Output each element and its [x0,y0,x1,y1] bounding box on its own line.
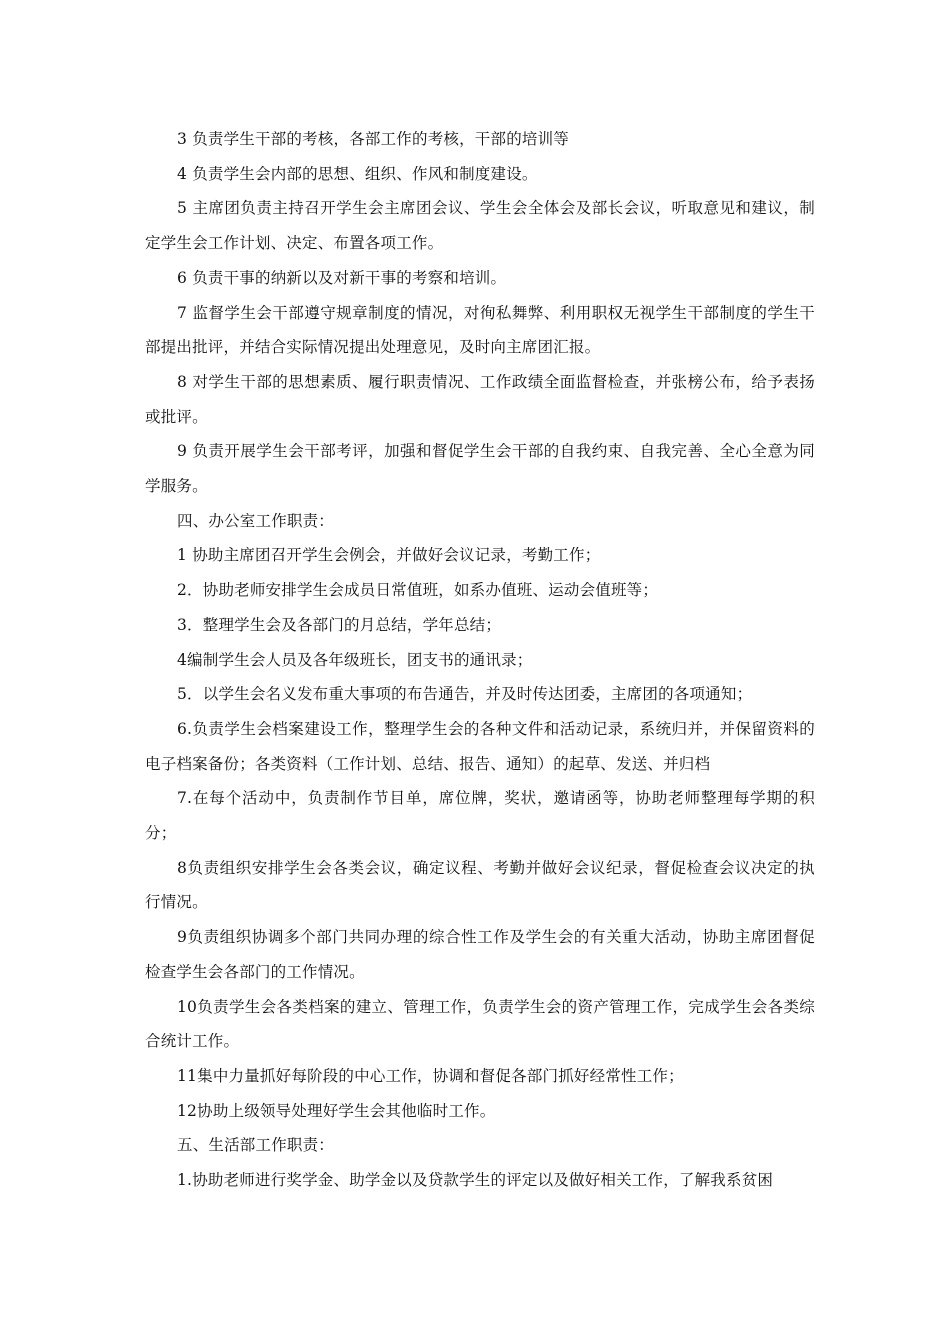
paragraph: 5．以学生会名义发布重大事项的布告通告，并及时传达团委，主席团的各项通知； [177,685,753,704]
paragraph: 7.在每个活动中，负责制作节目单，席位牌，奖状，邀请函等，协助老师整理每学期的积分； [145,789,815,843]
paragraph: 4 负责学生会内部的思想、组织、作风和制度建设。 [177,164,538,183]
paragraph: 2．协助老师安排学生会成员日常值班，如系办值班、运动会值班等； [177,581,659,600]
paragraph: 1 协助主席团召开学生会例会，并做好会议记录，考勤工作； [177,546,601,565]
paragraph: 4编制学生会人员及各年级班长，团支书的通讯录； [177,650,533,669]
paragraph: 11集中力量抓好每阶段的中心工作，协调和督促各部门抓好经常性工作； [177,1066,684,1085]
paragraph: 10负责学生会各类档案的建立、管理工作，负责学生会的资产管理工作，完成学生会各类综合统计工作。 [145,997,815,1051]
paragraph: 8 对学生干部的思想素质、履行职责情况、工作政绩全面监督检查，并张榜公布，给予表扬或批评。 [145,372,815,426]
paragraph: 12协助上级领导处理好学生会其他临时工作。 [177,1101,496,1120]
paragraph: 5 主席团负责主持召开学生会主席团会议、学生会全体会及部长会议，听取意见和建议，制定学生会工作计划、决定、布置各项工作。 [145,199,815,253]
paragraph: 8负责组织安排学生会各类会议，确定议程、考勤并做好会议纪录，督促检查会议决定的执行情况。 [145,858,815,912]
paragraph: 6 负责干事的纳新以及对新干事的考察和培训。 [177,268,507,287]
paragraph: 9 负责开展学生会干部考评，加强和督促学生会干部的自我约束、自我完善、全心全意为同学服务。 [145,442,815,496]
paragraph: 3．整理学生会及各部门的月总结，学年总结； [177,615,502,634]
paragraph: 3 负责学生干部的考核，各部工作的考核，干部的培训等 [177,130,569,148]
paragraph: 6.负责学生会档案建设工作，整理学生会的各种文件和活动记录，系统归并，并保留资料的电子档案备份；各类资料（工作计划、总结、报告、通知）的起草、发送、并归档 [145,719,815,773]
document-body [145,122,815,1198]
paragraph: 9负责组织协调多个部门共同办理的综合性工作及学生会的有关重大活动，协助主席团督促检查学生会各部门的工作情况。 [145,928,815,981]
paragraph: 1.协助老师进行奖学金、助学金以及贷款学生的评定以及做好相关工作，了解我系贫困 [177,1171,774,1190]
section-heading: 五、生活部工作职责： [177,1136,335,1155]
section-heading: 四、办公室工作职责： [177,511,335,530]
paragraph: 7 监督学生会干部遵守规章制度的情况，对徇私舞弊、利用职权无视学生干部制度的学生干部提出批评，并结合实际情况提出处理意见，及时向主席团汇报。 [145,303,815,357]
